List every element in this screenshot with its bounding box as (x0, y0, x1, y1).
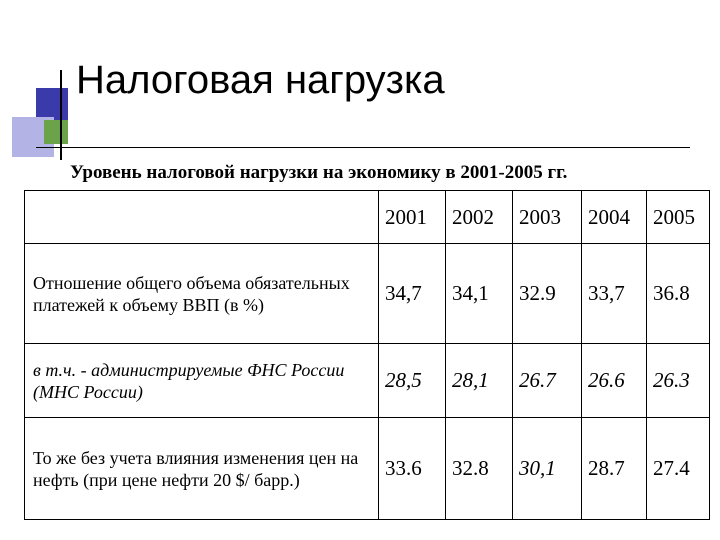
row-value: 26.3 (647, 344, 710, 418)
row-value: 28,5 (379, 344, 446, 418)
decor-square-green (44, 120, 68, 144)
row-value: 26.7 (513, 344, 582, 418)
header-empty-cell (25, 191, 379, 244)
row-value: 28.7 (582, 418, 647, 520)
table-header-row (25, 191, 710, 244)
table-row (25, 244, 710, 344)
header-year: 2003 (513, 191, 582, 244)
row-value: 32.8 (446, 418, 513, 520)
tax-burden-table (24, 190, 710, 520)
row-value: 33.6 (379, 418, 446, 520)
table-row (25, 418, 710, 520)
row-value: 26.6 (582, 344, 647, 418)
row-value: 36.8 (647, 244, 710, 344)
row-value: 28,1 (446, 344, 513, 418)
row-label: То же без учета влияния изменения цен на нефть (при цене нефти 20 $/ барр.) (25, 418, 379, 520)
header-year: 2001 (379, 191, 446, 244)
row-value: 34,7 (379, 244, 446, 344)
table-row (25, 344, 710, 418)
slide-title: Налоговая нагрузка (76, 58, 445, 102)
row-label: Отношение общего объема обязательных платежей к объему ВВП (в %) (25, 244, 379, 344)
header-year: 2005 (647, 191, 710, 244)
row-value: 34,1 (446, 244, 513, 344)
row-value: 27.4 (647, 418, 710, 520)
title-underline (36, 147, 690, 148)
slide-subtitle: Уровень налоговой нагрузки на экономику в 2001-2005 гг. (70, 162, 568, 183)
header-year: 2002 (446, 191, 513, 244)
header-year: 2004 (582, 191, 647, 244)
row-value: 32.9 (513, 244, 582, 344)
row-label: в т.ч. - администрируемые ФНС России (МНС России) (25, 344, 379, 418)
row-value: 33,7 (582, 244, 647, 344)
decor-square-blue (36, 88, 68, 120)
row-value: 30,1 (513, 418, 582, 520)
